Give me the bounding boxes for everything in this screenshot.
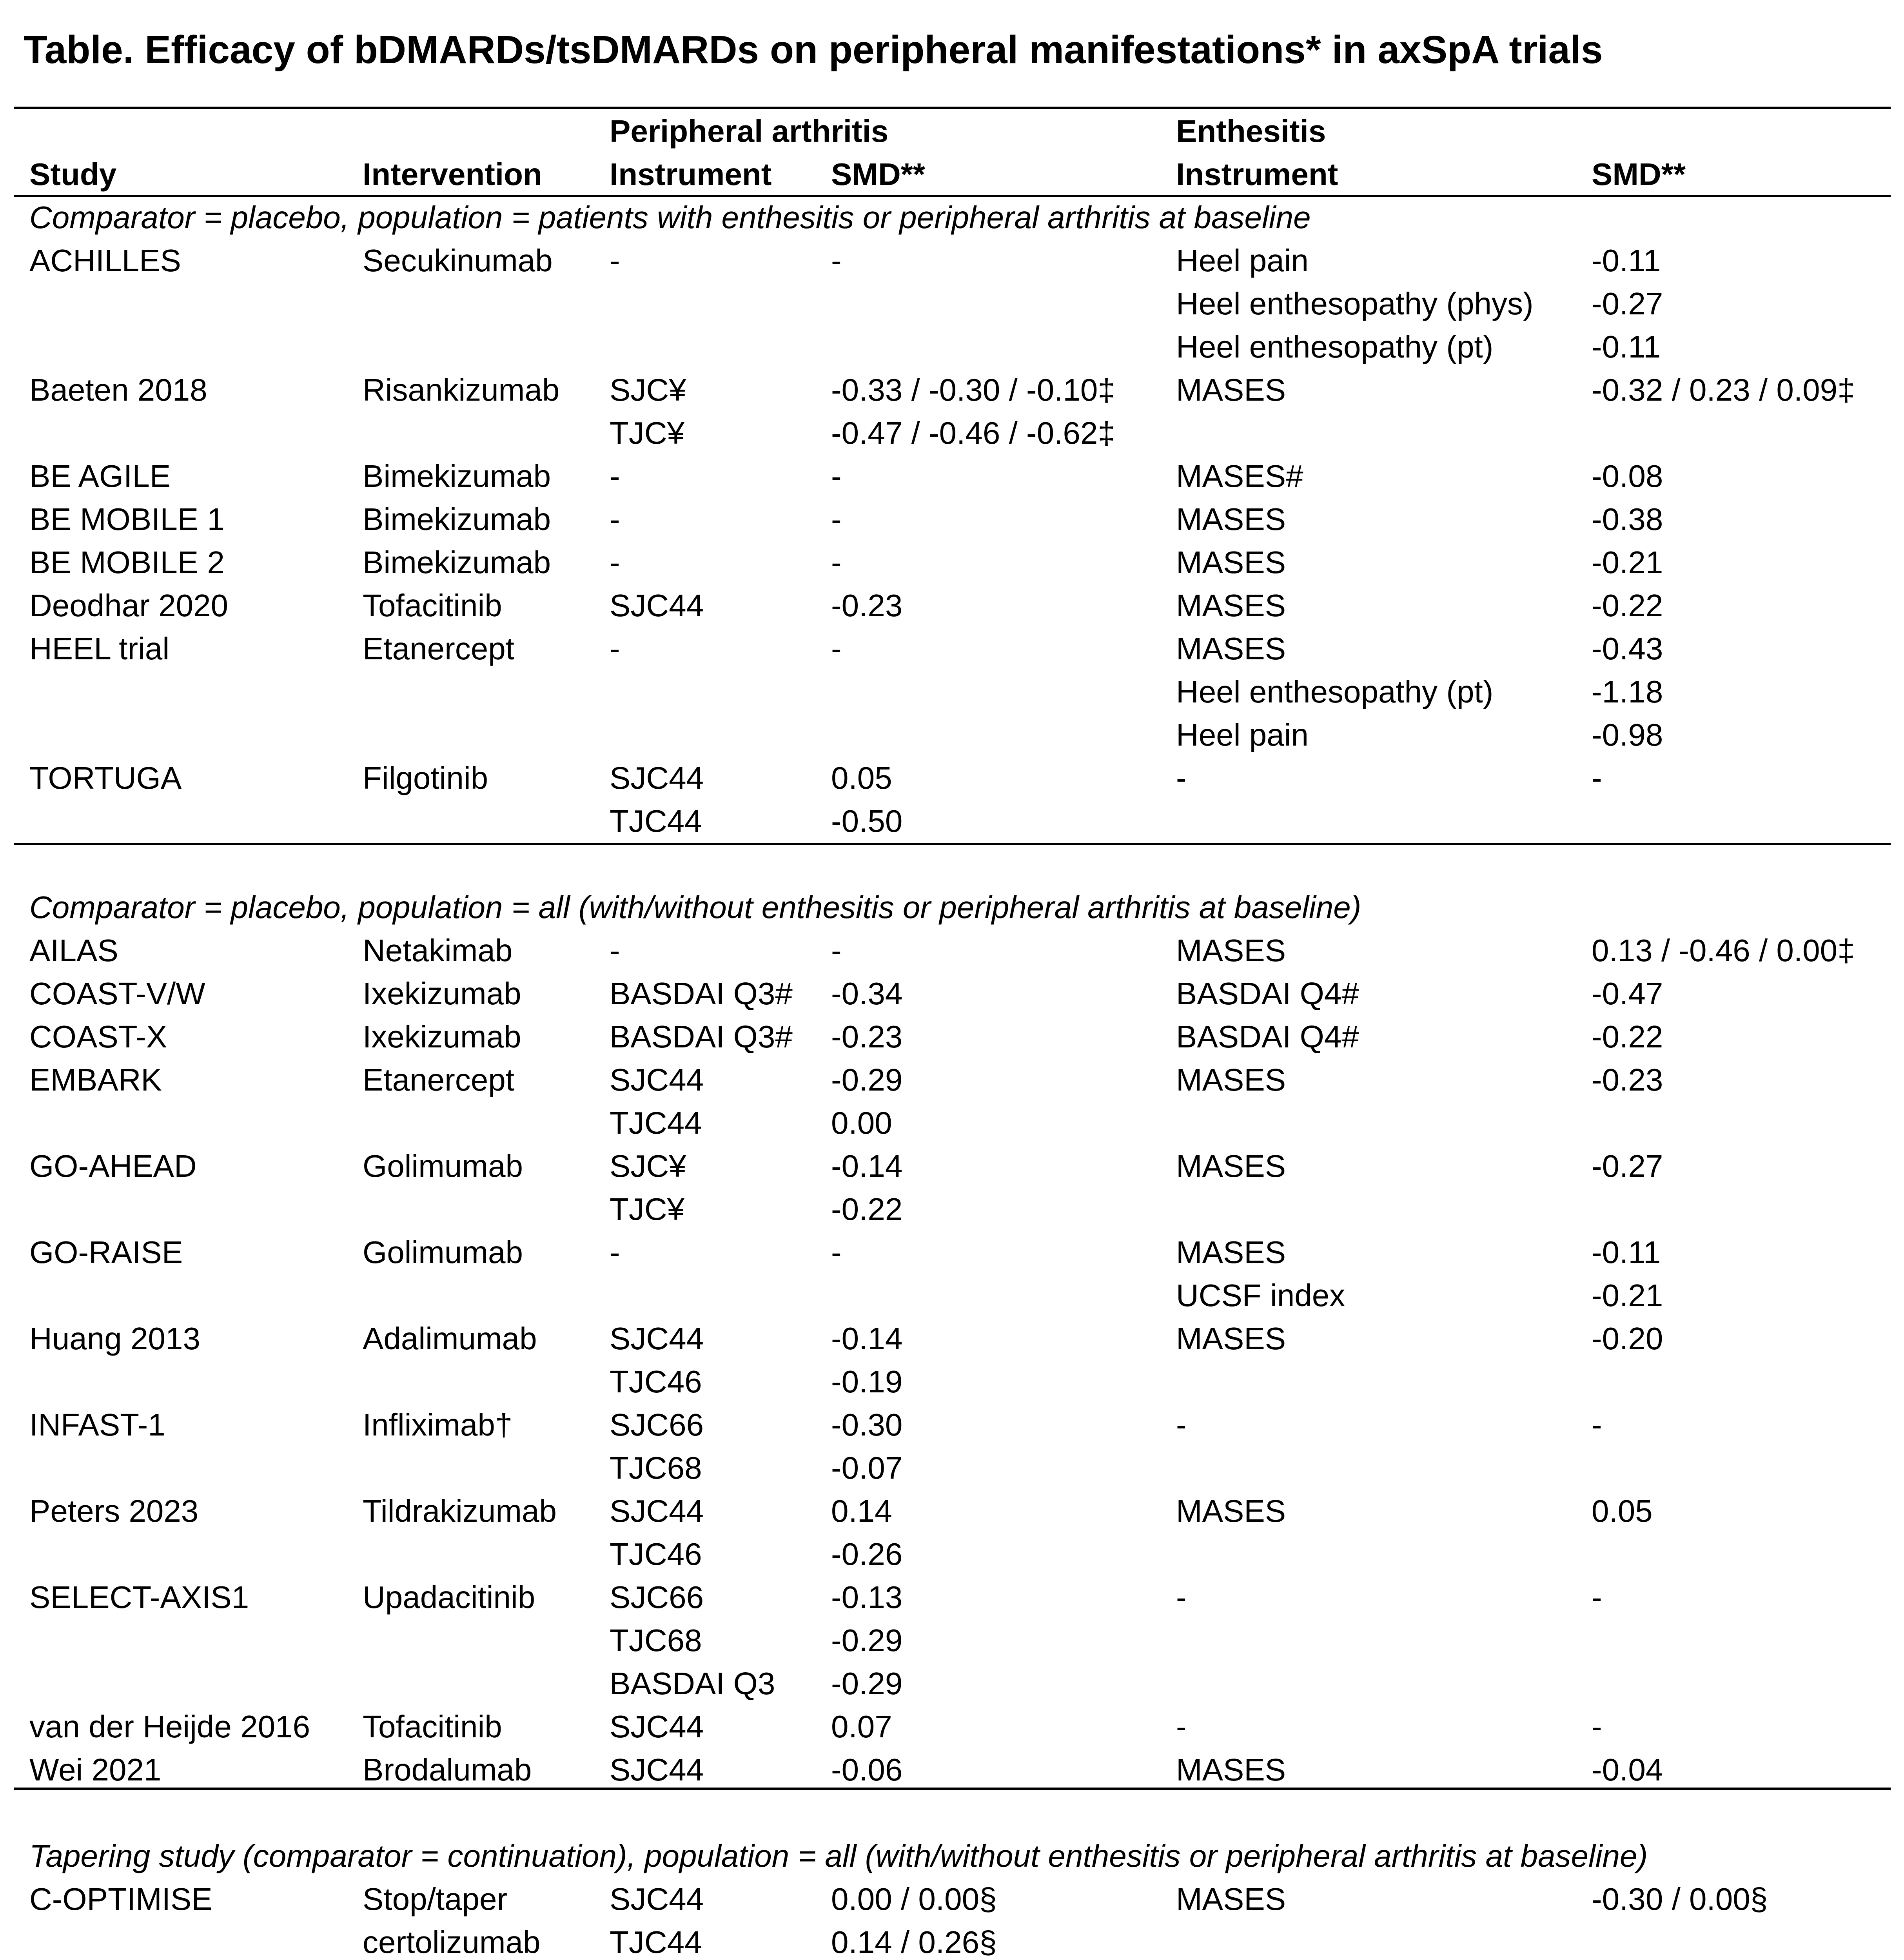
cell-en-instrument: - [1176,760,1187,795]
cell-pa-instrument: SJC44 [610,1752,704,1787]
header-peripheral-arthritis: Peripheral arthritis [610,114,889,149]
cell-intervention: Upadacitinib [363,1580,535,1615]
cell-pa-smd: -0.34 [831,976,903,1011]
cell-pa-smd: - [831,933,842,968]
cell-pa-smd: -0.47 / -0.46 / -0.62‡ [831,416,1115,450]
cell-intervention: Stop/taper [363,1882,508,1916]
cell-pa-smd: -0.13 [831,1580,903,1615]
header-intervention: Intervention [363,157,542,192]
cell-intervention: Secukinumab [363,243,553,278]
cell-pa-instrument: - [610,502,620,537]
cell-pa-instrument: - [610,243,620,278]
cell-en-smd: -0.21 [1592,545,1663,580]
cell-study: EMBARK [29,1062,162,1097]
cell-en-instrument: MASES# [1176,459,1303,494]
cell-pa-smd: 0.00 [831,1105,892,1140]
cell-pa-instrument: SJC44 [610,760,704,795]
cell-en-smd: - [1592,760,1602,795]
cell-pa-instrument: BASDAI Q3 [610,1666,775,1701]
cell-en-instrument: MASES [1176,1149,1286,1183]
cell-pa-smd: - [831,502,842,537]
cell-study: SELECT-AXIS1 [29,1580,249,1615]
cell-study: GO-AHEAD [29,1149,197,1183]
cell-pa-instrument: SJC44 [610,1321,704,1356]
cell-study: BE AGILE [29,459,171,494]
cell-pa-smd: -0.06 [831,1752,903,1787]
cell-en-smd: -0.38 [1592,502,1663,537]
cell-pa-smd: -0.26 [831,1537,903,1572]
cell-en-smd: - [1592,1580,1602,1615]
cell-pa-instrument: TJC¥ [610,1192,685,1227]
cell-en-instrument: MASES [1176,1062,1286,1097]
cell-pa-smd: -0.23 [831,1019,903,1054]
cell-intervention: Tofacitinib [363,1709,502,1744]
cell-en-instrument: MASES [1176,1494,1286,1528]
cell-en-smd: -0.27 [1592,286,1663,321]
cell-study: HEEL trial [29,631,170,666]
cell-intervention: Risankizumab [363,372,560,407]
cell-en-smd: -0.23 [1592,1062,1663,1097]
cell-en-smd: -0.32 / 0.23 / 0.09‡ [1592,372,1855,407]
cell-study: Huang 2013 [29,1321,200,1356]
cell-pa-instrument: BASDAI Q3# [610,976,793,1011]
header-enthesitis: Enthesitis [1176,114,1326,149]
cell-study: Peters 2023 [29,1494,199,1528]
cell-intervention: Filgotinib [363,760,488,795]
cell-en-smd: -0.20 [1592,1321,1663,1356]
cell-en-instrument: BASDAI Q4# [1176,976,1359,1011]
cell-pa-instrument: SJC44 [610,1062,704,1097]
cell-en-instrument: MASES [1176,372,1286,407]
section-rule [14,843,1891,845]
cell-pa-instrument: TJC44 [610,1105,702,1140]
cell-pa-instrument: TJC44 [610,804,702,838]
header-en-instrument: Instrument [1176,157,1338,192]
cell-en-instrument: BASDAI Q4# [1176,1019,1359,1054]
cell-study: TORTUGA [29,760,182,795]
cell-en-instrument: MASES [1176,1882,1286,1916]
cell-intervention: Infliximab† [363,1407,513,1442]
cell-study: ACHILLES [29,243,181,278]
cell-en-smd: -0.22 [1592,1019,1663,1054]
cell-pa-smd: -0.14 [831,1149,903,1183]
cell-study: GO-RAISE [29,1235,183,1270]
cell-en-instrument: MASES [1176,1321,1286,1356]
cell-pa-instrument: SJC44 [610,588,704,623]
cell-pa-smd: -0.29 [831,1062,903,1097]
cell-pa-instrument: - [610,1235,620,1270]
cell-pa-smd: 0.07 [831,1709,892,1744]
cell-en-smd: -0.21 [1592,1278,1663,1313]
cell-en-smd: -1.18 [1592,674,1663,709]
cell-pa-instrument: SJC44 [610,1494,704,1528]
cell-pa-smd: -0.30 [831,1407,903,1442]
header-pa-instrument: Instrument [610,157,772,192]
cell-en-smd: -0.47 [1592,976,1663,1011]
cell-intervention: Bimekizumab [363,502,551,537]
cell-en-smd: -0.11 [1592,329,1661,364]
section-heading: Comparator = placebo, population = all (with/without enthesitis or peripheral arthritis at baseline) [29,890,1361,925]
cell-en-smd: -0.08 [1592,459,1663,494]
cell-pa-instrument: - [610,459,620,494]
cell-pa-smd: 0.00 / 0.00§ [831,1882,997,1916]
cell-intervention: Bimekizumab [363,459,551,494]
cell-pa-smd: -0.23 [831,588,903,623]
cell-en-instrument: - [1176,1709,1187,1744]
cell-en-smd: -0.98 [1592,717,1663,752]
cell-pa-smd: - [831,243,842,278]
cell-en-smd: -0.04 [1592,1752,1663,1787]
cell-intervention: Bimekizumab [363,545,551,580]
cell-pa-smd: - [831,459,842,494]
cell-intervention: Golimumab [363,1149,523,1183]
cell-en-smd: -0.43 [1592,631,1663,666]
cell-intervention: Etanercept [363,1062,514,1097]
table-top-rule [14,107,1891,109]
cell-pa-instrument: - [610,545,620,580]
cell-study: INFAST-1 [29,1407,165,1442]
cell-en-instrument: MASES [1176,502,1286,537]
cell-pa-smd: - [831,545,842,580]
cell-en-instrument: MASES [1176,933,1286,968]
cell-intervention: Ixekizumab [363,976,521,1011]
cell-pa-instrument: SJC66 [610,1580,704,1615]
cell-pa-smd: - [831,1235,842,1270]
cell-intervention: Netakimab [363,933,513,968]
cell-pa-instrument: SJC44 [610,1709,704,1744]
cell-pa-instrument: TJC¥ [610,416,685,450]
cell-en-smd: -0.11 [1592,1235,1661,1270]
cell-pa-instrument: TJC44 [610,1925,702,1960]
cell-pa-instrument: TJC46 [610,1537,702,1572]
cell-en-instrument: MASES [1176,545,1286,580]
cell-en-smd: 0.05 [1592,1494,1653,1528]
cell-pa-instrument: TJC46 [610,1364,702,1399]
cell-en-instrument: Heel enthesopathy (phys) [1176,286,1534,321]
cell-intervention: Etanercept [363,631,514,666]
cell-intervention: Tildrakizumab [363,1494,557,1528]
cell-en-instrument: MASES [1176,588,1286,623]
cell-pa-smd: -0.33 / -0.30 / -0.10‡ [831,372,1115,407]
cell-en-instrument: Heel pain [1176,717,1309,752]
cell-pa-instrument: SJC66 [610,1407,704,1442]
cell-pa-instrument: BASDAI Q3# [610,1019,793,1054]
cell-study: Baeten 2018 [29,372,207,407]
cell-pa-smd: - [831,631,842,666]
cell-pa-instrument: TJC68 [610,1623,702,1658]
cell-en-instrument: MASES [1176,1752,1286,1787]
cell-en-instrument: - [1176,1580,1187,1615]
cell-intervention: Golimumab [363,1235,523,1270]
header-study: Study [29,157,117,192]
cell-pa-smd: -0.29 [831,1623,903,1658]
cell-en-instrument: Heel enthesopathy (pt) [1176,329,1494,364]
cell-study: AILAS [29,933,118,968]
cell-study: BE MOBILE 2 [29,545,225,580]
cell-pa-smd: -0.29 [831,1666,903,1701]
cell-study: COAST-X [29,1019,167,1054]
section-rule [14,1788,1891,1790]
cell-intervention: certolizumab [363,1925,541,1960]
cell-pa-instrument: SJC¥ [610,372,686,407]
cell-pa-instrument: TJC68 [610,1450,702,1485]
cell-study: van der Heijde 2016 [29,1709,310,1744]
cell-pa-smd: -0.14 [831,1321,903,1356]
cell-intervention: Ixekizumab [363,1019,521,1054]
cell-pa-instrument: SJC¥ [610,1149,686,1183]
cell-pa-instrument: - [610,933,620,968]
section-heading: Comparator = placebo, population = patients with enthesitis or peripheral arthritis at baseline [29,200,1311,235]
cell-en-smd: -0.30 / 0.00§ [1592,1882,1768,1916]
cell-en-instrument: MASES [1176,631,1286,666]
cell-en-smd: -0.11 [1592,243,1661,278]
cell-study: BE MOBILE 1 [29,502,225,537]
cell-en-smd: -0.27 [1592,1149,1663,1183]
table-title: Table. Efficacy of bDMARDs/tsDMARDs on peripheral manifestations* in axSpA trials [24,28,1603,72]
cell-study: C-OPTIMISE [29,1882,212,1916]
cell-intervention: Adalimumab [363,1321,537,1356]
section-heading: Tapering study (comparator = continuation), population = all (with/without enthesitis or peripheral arthritis at baseline) [29,1838,1648,1873]
cell-pa-instrument: - [610,631,620,666]
cell-intervention: Tofacitinib [363,588,502,623]
cell-study: Deodhar 2020 [29,588,229,623]
cell-en-instrument: MASES [1176,1235,1286,1270]
cell-pa-smd: 0.14 / 0.26§ [831,1925,997,1960]
cell-en-smd: -0.22 [1592,588,1663,623]
cell-en-smd: - [1592,1407,1602,1442]
header-en-smd: SMD** [1592,157,1686,192]
cell-en-instrument: - [1176,1407,1187,1442]
cell-pa-smd: 0.05 [831,760,892,795]
cell-pa-smd: -0.19 [831,1364,903,1399]
cell-study: COAST-V/W [29,976,205,1011]
cell-pa-smd: -0.50 [831,804,903,838]
cell-pa-smd: -0.07 [831,1450,903,1485]
cell-pa-smd: 0.14 [831,1494,892,1528]
cell-pa-smd: -0.22 [831,1192,903,1227]
cell-en-smd: 0.13 / -0.46 / 0.00‡ [1592,933,1855,968]
cell-study: Wei 2021 [29,1752,162,1787]
cell-en-instrument: UCSF index [1176,1278,1345,1313]
cell-pa-instrument: SJC44 [610,1882,704,1916]
cell-en-instrument: Heel pain [1176,243,1309,278]
header-pa-smd: SMD** [831,157,926,192]
cell-en-instrument: Heel enthesopathy (pt) [1176,674,1494,709]
cell-intervention: Brodalumab [363,1752,532,1787]
cell-en-smd: - [1592,1709,1602,1744]
